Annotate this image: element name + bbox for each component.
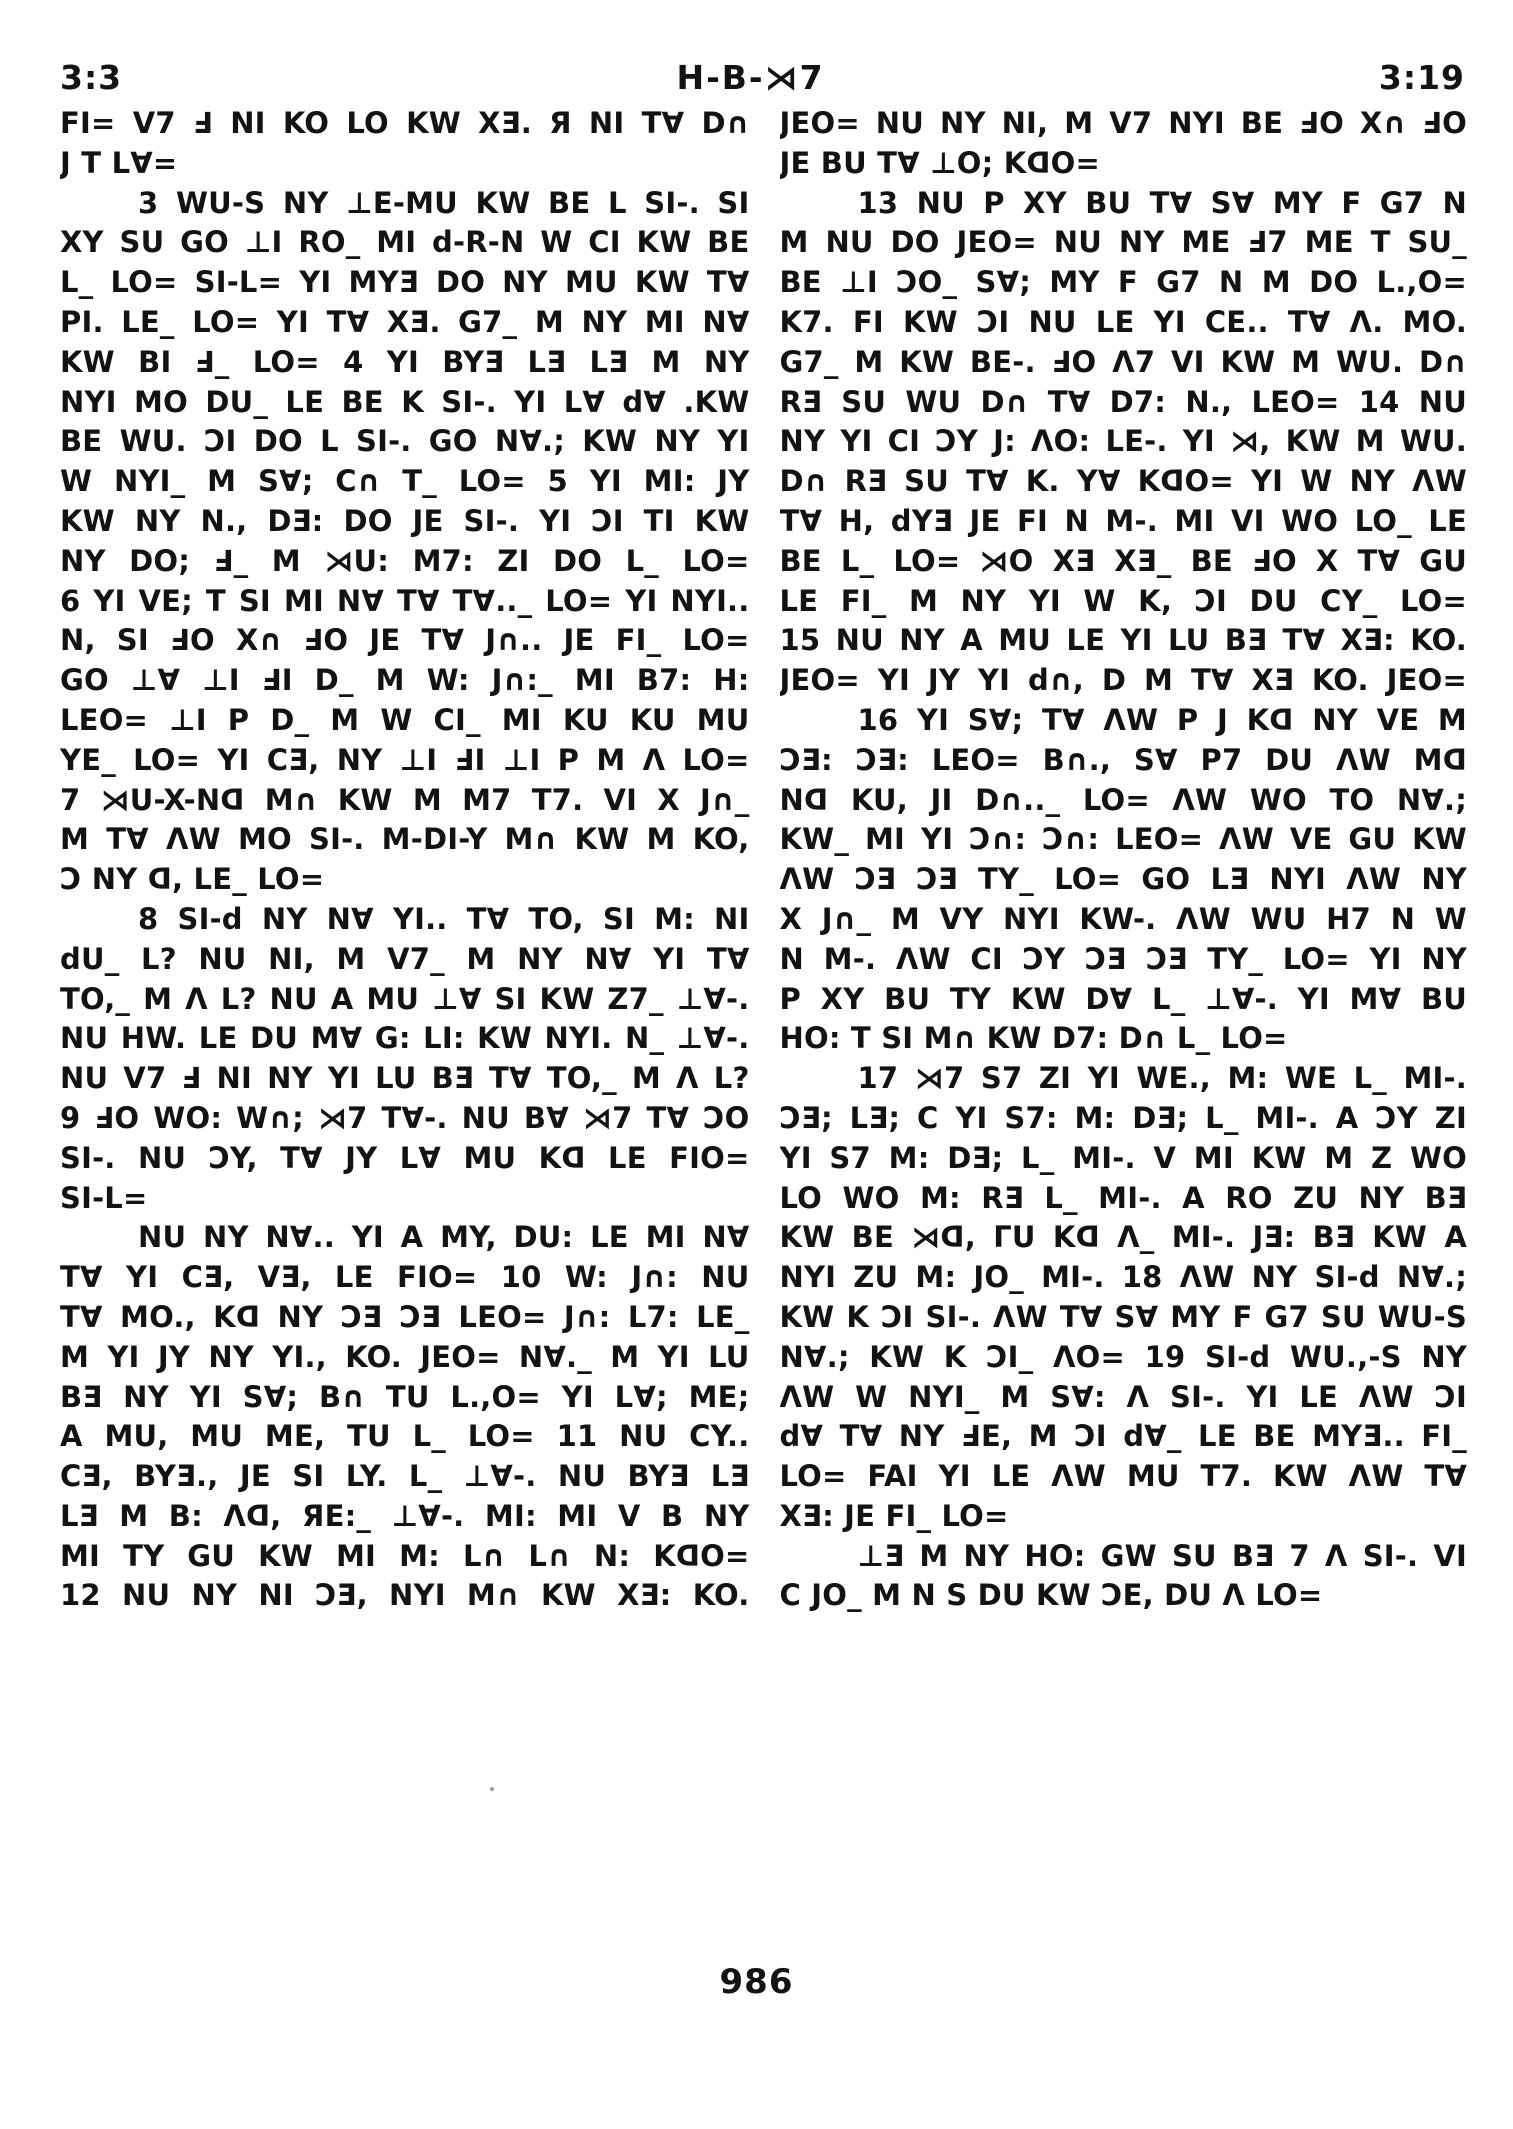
text-line: CƎ, BYƎ., JE SI LY. L_ ⊥∀-. NU BYƎ LƎ: [60, 1459, 750, 1494]
text-line: X J∩_ M VY NYI KW-. ΛW WU H7 N W: [779, 901, 1467, 936]
text-line: KW BI Ⅎ_ LO= 4 YI BYƎ LƎ LƎ M NY: [60, 344, 750, 379]
text-line: dU_ L? NU NI, M V7_ M NY N∀ YI T∀: [60, 941, 750, 976]
text-line: HO: T SI M∩ KW D7: D∩ L_ LO=: [779, 1021, 1288, 1056]
text-line: NY YI CI ƆY J: ΛO: LE-. YI ⋊, KW M WU.: [779, 424, 1467, 459]
scan-artifact: [490, 1787, 494, 1791]
text-line: NU HW. LE DU M∀ G: LI: KW NYI. N_ ⊥∀-.: [60, 1021, 750, 1056]
text-line: T∀ MO., Kᗡ NY ƆƎ ƆƎ LEO= J∩: L7: LE_: [60, 1299, 750, 1334]
text-line: GO ⊥∀ ⊥I ℲI D_ M W: J∩:_ MI B7: H:: [60, 663, 750, 698]
text-line: XY SU GO ⊥I RO_ MI d-R-N W CI KW BE: [60, 225, 750, 260]
text-line: W NYI_ M S∀; C∩ T_ LO= 5 YI MI: JY: [60, 464, 750, 499]
header-book-title: H-B-⋊7: [676, 58, 825, 97]
text-line: KW BE ⋊ᗡ, ΓU Kᗡ Λ_ MI-. JƎ: BƎ KW A: [779, 1220, 1467, 1255]
text-line: BE L_ LO= ⋊O XƎ XƎ_ BE ℲO X T∀ GU: [779, 543, 1467, 578]
page-number: 986: [719, 1962, 794, 2002]
text-line: 9 ℲO WO: W∩; ⋊7 T∀-. NU B∀ ⋊7 T∀ ƆO: [60, 1100, 750, 1135]
text-line: 16 YI S∀; T∀ ΛW P J Kᗡ NY VE M: [857, 702, 1467, 737]
text-line: JE BU T∀ ⊥O; KᗡO=: [779, 145, 1101, 180]
text-line: MI TY GU KW MI M: L∩ L∩ N: KᗡO=: [60, 1538, 750, 1573]
text-line: P XY BU TY KW D∀ L_ ⊥∀-. YI M∀ BU: [779, 981, 1467, 1016]
text-line: TO,_ M Λ L? NU A MU ⊥∀ SI KW Z7_ ⊥∀-.: [60, 981, 750, 1016]
text-line: d∀ T∀ NY ℲE, M ƆI d∀_ LE BE MYƎ.. FI_: [779, 1419, 1467, 1454]
text-line: SI-. NU ƆY, T∀ JY L∀ MU Kᗡ LE FIO=: [60, 1140, 750, 1175]
text-line: 17 ⋊7 S7 ZI YI WE., M: WE L_ MI-.: [857, 1061, 1467, 1096]
text-line: 3 WU-S NY ⊥E-MU KW BE L SI-. SI: [138, 185, 750, 220]
text-line: M NU DO JEO= NU NY ME Ⅎ7 ME T SU_: [779, 225, 1467, 260]
text-line: LO= FAI YI LE ΛW MU T7. KW ΛW T∀: [779, 1459, 1467, 1494]
text-line: BE WU. ƆI DO L SI-. GO N∀.; KW NY YI: [60, 424, 750, 459]
text-line: N∀.; KW K ƆI_ ΛO= 19 SI-d WU.,-S NY: [779, 1339, 1467, 1374]
text-line: BE ⊥I ƆO_ S∀; MY F G7 N M DO L.,O=: [779, 265, 1467, 300]
text-line: G7_ M KW BE-. ℲO Λ7 VI KW M WU. D∩: [779, 344, 1467, 379]
text-line: ΛW ƆƎ ƆƎ TY_ LO= GO LƎ NYI ΛW NY: [779, 862, 1467, 897]
text-line: 8 SI-d NY N∀ YI.. T∀ TO, SI M: NI: [138, 901, 750, 936]
text-line: NYI ZU M: JO_ MI-. 18 ΛW NY SI-d N∀.;: [779, 1260, 1467, 1295]
text-line: ⊥Ǝ M NY HO: GW SU BƎ 7 Λ SI-. VI: [857, 1538, 1467, 1573]
text-line: M T∀ ΛW MO SI-. M-DI-Y M∩ KW M KO,: [60, 822, 750, 857]
page-header: [60, 58, 1465, 97]
text-line: LEO= ⊥I P D_ M W CI_ MI KU KU MU: [60, 702, 750, 737]
text-line: ƆƎ: ƆƎ: LEO= B∩., S∀ P7 DU ΛW Mᗡ: [779, 742, 1467, 777]
text-line: N, SI ℲO X∩ ℲO JE T∀ J∩.. JE FI_ LO=: [60, 623, 750, 658]
text-line: KW K ƆI SI-. ΛW T∀ S∀ MY F G7 SU WU-S: [779, 1299, 1467, 1334]
text-line: M YI JY NY YI., KO. JEO= N∀._ M YI LU: [60, 1339, 750, 1374]
header-chapter-ref-right: 3:19: [1378, 58, 1465, 97]
text-line: YE_ LO= YI CƎ, NY ⊥I ℲI ⊥I P M Λ LO=: [60, 742, 750, 777]
text-line: 13 NU P XY BU T∀ S∀ MY F G7 N: [857, 185, 1467, 220]
text-line: LO WO M: RƎ L_ MI-. A RO ZU NY BƎ: [779, 1180, 1467, 1215]
left-column: [60, 104, 750, 1616]
text-line: J T L∀=: [60, 145, 178, 180]
text-line: L_ LO= SI-L= YI MYƎ DO NY MU KW T∀: [60, 265, 750, 300]
text-line: PI. LE_ LO= YI T∀ XƎ. G7_ M NY MI N∀: [60, 304, 750, 339]
text-line: XƎ: JE FI_ LO=: [779, 1498, 1009, 1533]
text-body: [60, 104, 1467, 1616]
text-line: A MU, MU ME, TU L_ LO= 11 NU CY..: [60, 1419, 750, 1454]
text-line: NY DO; Ⅎ_ M ⋊U: M7: ZI DO L_ LO=: [60, 543, 750, 578]
text-line: 15 NU NY A MU LE YI LU BƎ T∀ XƎ: KO.: [779, 623, 1467, 658]
text-line: Nᗡ KU, JI D∩.._ LO= ΛW WO TO N∀.;: [779, 782, 1467, 817]
text-line: T∀ H, dYƎ JE FI N M-. MI VI WO LO_ LE: [779, 503, 1467, 538]
text-line: ΛW W NYI_ M S∀: Λ SI-. YI LE ΛW ƆI: [779, 1379, 1467, 1414]
text-line: ƆƎ; LƎ; C YI S7: M: DƎ; L_ MI-. A ƆY ZI: [779, 1100, 1467, 1135]
header-chapter-ref-left: 3:3: [60, 58, 123, 97]
text-line: NU NY N∀.. YI A MY, DU: LE MI N∀: [138, 1220, 750, 1255]
page-footer: [0, 1962, 1513, 2002]
text-line: JEO= YI JY YI d∩, D M T∀ XƎ KO. JEO=: [779, 663, 1467, 698]
text-line: N M-. ΛW CI ƆY ƆƎ ƆƎ TY_ LO= YI NY: [779, 941, 1467, 976]
text-line: LƎ M B: Λᗡ, ЯE:_ ⊥∀-. MI: MI V B NY: [60, 1498, 750, 1533]
right-column: [780, 104, 1468, 1616]
text-line: LE FI_ M NY YI W K, ƆI DU CY_ LO=: [779, 583, 1467, 618]
text-line: NU V7 Ⅎ NI NY YI LU BƎ T∀ TO,_ M Λ L?: [60, 1061, 750, 1096]
text-line: T∀ YI CƎ, VƎ, LE FIO= 10 W: J∩: NU: [60, 1260, 750, 1295]
text-line: 7 ⋊U-X-Nᗡ M∩ KW M M7 T7. VI X J∩_: [60, 782, 750, 817]
text-line: KW_ MI YI Ɔ∩: Ɔ∩: LEO= ΛW VE GU KW: [779, 822, 1467, 857]
text-line: RƎ SU WU D∩ T∀ D7: N., LEO= 14 NU: [779, 384, 1467, 419]
text-line: SI-L=: [60, 1180, 148, 1215]
text-line: KW NY N., DƎ: DO JE SI-. YI ƆI TI KW: [60, 503, 750, 538]
text-line: D∩ RƎ SU T∀ K. Y∀ KᗡO= YI W NY ΛW: [779, 464, 1467, 499]
text-line: 6 YI VE; T SI MI N∀ T∀ T∀.._ LO= YI NYI..: [60, 583, 750, 618]
text-line: 12 NU NY NI ƆƎ, NYI M∩ KW XƎ: KO.: [60, 1578, 750, 1613]
text-line: K7. FI KW ƆI NU LE YI CE.. T∀ Λ. MO.: [779, 304, 1467, 339]
text-line: BƎ NY YI S∀; B∩ TU L.,O= YI L∀; ME;: [60, 1379, 750, 1414]
text-line: FI= V7 Ⅎ NI KO LO KW XƎ. Я NI T∀ D∩: [60, 106, 750, 140]
text-line: JEO= NU NY NI, M V7 NYI BE ℲO X∩ ℲO: [779, 106, 1467, 140]
text-line: NYI MO DU_ LE BE K SI-. YI L∀ d∀ .KW: [60, 384, 750, 419]
text-line: C JO_ M N S DU KW ƆE, DU Λ LO=: [779, 1578, 1323, 1613]
text-line: YI S7 M: DƎ; L_ MI-. V MI KW M Z WO: [779, 1140, 1467, 1175]
text-line: Ɔ NY ᗡ, LE_ LO=: [60, 862, 325, 897]
